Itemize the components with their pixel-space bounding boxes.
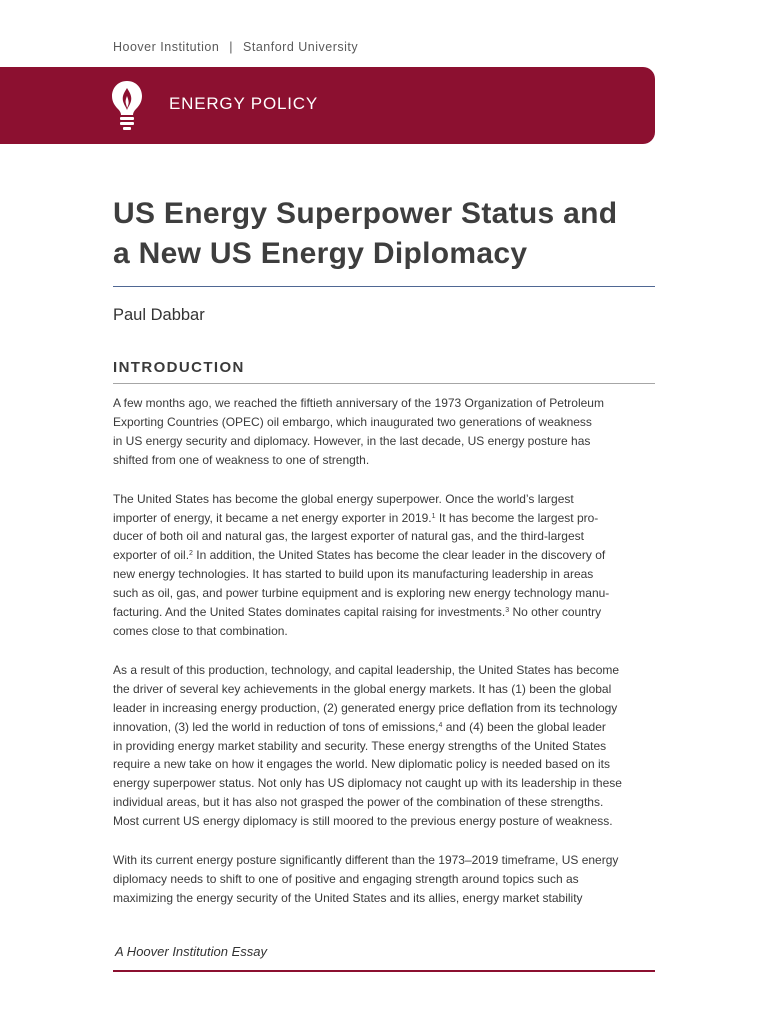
text-line <box>113 546 658 565</box>
footnote-ref-4[interactable]: 4 <box>438 721 443 729</box>
text-line: new energy technologies. It has started to build upon its manufacturing leadership in areas <box>113 567 594 582</box>
text-line: comes close to that combination. <box>113 623 288 638</box>
title-line-2: a New US Energy Diplomacy <box>113 237 528 270</box>
text-segment: No other country <box>509 605 602 620</box>
author-name: Paul Dabbar <box>113 306 205 324</box>
text-line: Most current US energy diplomacy is still moored to the previous energy posture of weakness. <box>113 814 613 829</box>
text-line: With its current energy posture significantly different than the 1973–2019 timeframe, US energy <box>113 853 619 868</box>
paragraph-2 <box>113 490 658 641</box>
title-divider <box>113 286 655 287</box>
paragraph-4 <box>113 851 658 908</box>
text-segment: exporter of oil. <box>113 548 190 563</box>
university-name: Stanford University <box>243 40 359 54</box>
text-segment: and (4) been the global leader <box>442 719 606 734</box>
footer-label: A Hoover Institution Essay <box>115 944 267 959</box>
text-line: maximizing the energy security of the United States and its allies, energy market stability <box>113 890 583 905</box>
text-line <box>113 603 658 622</box>
text-line: require a new take on how it engages the world. New diplomatic policy is needed based on its <box>113 757 610 772</box>
text-line <box>113 509 658 528</box>
paragraph-3 <box>113 661 658 831</box>
series-banner <box>0 67 655 144</box>
footnote-ref-2[interactable]: 2 <box>189 550 193 558</box>
text-segment: innovation, (3) led the world in reduction of tons of emissions, <box>113 719 439 734</box>
text-line: in US energy security and diplomacy. However, in the last decade, US energy posture has <box>113 433 591 448</box>
article-title <box>113 194 673 274</box>
lightbulb-flame-icon <box>110 79 144 131</box>
section-divider <box>113 383 655 384</box>
text-line: leader in increasing energy production, (2) generated energy price deflation from its technology <box>113 700 618 715</box>
text-segment: importer of energy, it became a net energy exporter in 2019. <box>113 510 432 525</box>
article-body <box>113 394 658 928</box>
text-line: ducer of both oil and natural gas, the largest exporter of natural gas, and the third-largest <box>113 529 584 544</box>
text-line: shifted from one of weakness to one of strength. <box>113 452 370 467</box>
text-line: diplomacy needs to shift to one of positive and engaging strength around topics such as <box>113 871 579 886</box>
text-line: The United States has become the global energy superpower. Once the world’s largest <box>113 491 574 506</box>
text-line: the driver of several key achievements in the global energy markets. It has (1) been the global <box>113 681 612 696</box>
text-line: As a result of this production, technology, and capital leadership, the United States has become <box>113 662 620 677</box>
text-segment: It has become the largest pro- <box>435 510 599 525</box>
footer-divider <box>113 970 655 972</box>
text-line: energy superpower status. Not only has US diplomacy not caught up with its leadership in these <box>113 776 622 791</box>
section-heading: INTRODUCTION <box>113 359 245 376</box>
institution-name: Hoover Institution <box>113 40 220 54</box>
text-line: such as oil, gas, and power turbine equipment and is exploring new energy technology manu- <box>113 586 610 601</box>
text-segment: In addition, the United States has become the clear leader in the discovery of <box>192 548 606 563</box>
text-line: in providing energy market stability and security. These energy strengths of the United States <box>113 738 607 753</box>
masthead-separator: | <box>229 40 234 54</box>
paragraph-1 <box>113 394 658 470</box>
title-line-1: US Energy Superpower Status and <box>113 197 618 230</box>
footnote-ref-1[interactable]: 1 <box>431 512 436 520</box>
masthead <box>113 40 358 54</box>
text-line <box>113 718 658 737</box>
text-line: Exporting Countries (OPEC) oil embargo, which inaugurated two generations of weakness <box>113 414 592 429</box>
text-segment: facturing. And the United States dominates capital raising for investments. <box>113 605 506 620</box>
text-line: A few months ago, we reached the fiftieth anniversary of the 1973 Organization of Petroleum <box>113 396 604 410</box>
series-label: ENERGY POLICY <box>169 94 318 113</box>
text-line: individual areas, but it has also not grasped the power of the combination of these strengths. <box>113 795 604 810</box>
footnote-ref-3[interactable]: 3 <box>505 607 510 615</box>
